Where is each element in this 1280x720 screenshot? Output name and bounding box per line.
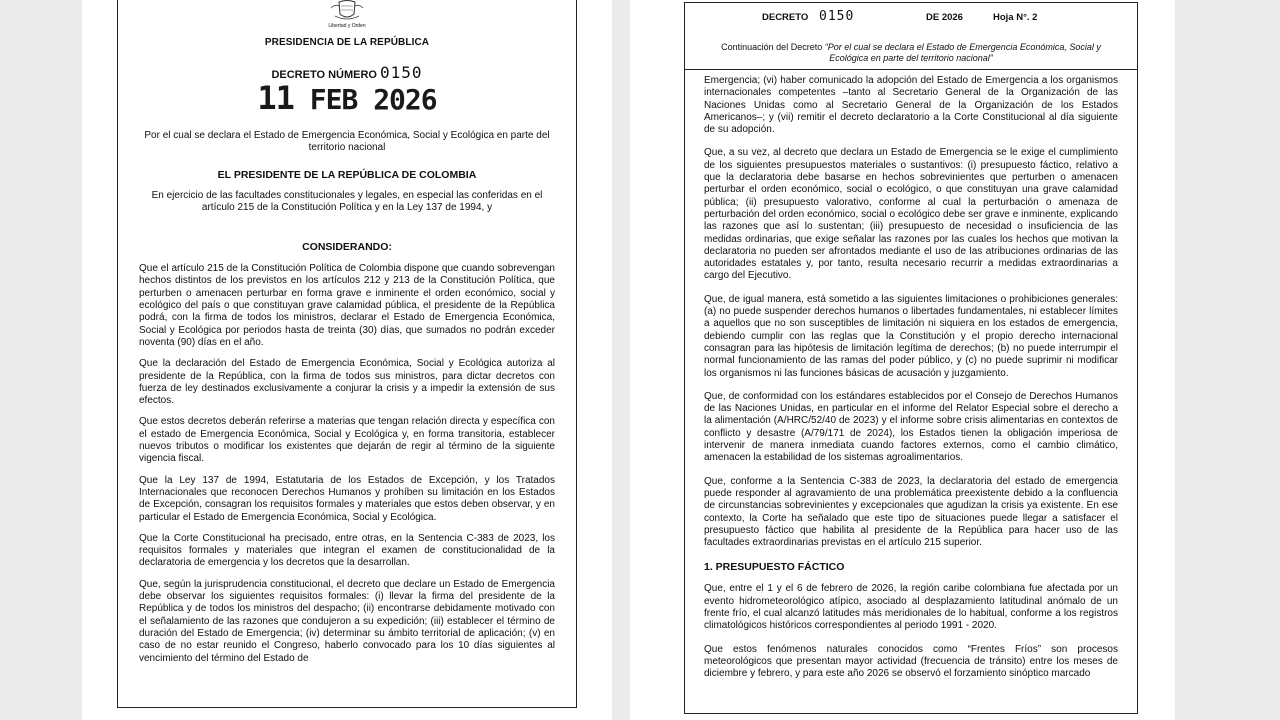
section-title: 1. PRESUPUESTO FÁCTICO (704, 561, 845, 574)
president-heading: EL PRESIDENTE DE LA REPÚBLICA DE COLOMBIA (217, 168, 477, 181)
considerando-paragraph: Que la Ley 137 de 1994, Estatutaria de los Estados de Excepción, y los Tratados Internacionales que reconocen Derechos Humanos y prohíben su limitación en los Estados de Excepción, consagran los requisitos formales y materiales que estos deben observar, y en particular el Estado de Emergencia Económica, Social y Ecológica. (139, 474, 555, 523)
decree-number-label: DECRETO NÚMERO (271, 69, 377, 81)
considerando-paragraph: Que el artículo 215 de la Constitución Política de Colombia dispone que cuando sobrevengan hechos distintos de los previstos en los artículos 212 y 213 de la Constitución Política, que perturben o amenacen perturbar en forma grave e inminente el orden económico, social y ecológico del país o que constituyan grave calamidad pública, el presidente de la República podrá, con la firma de todos los ministros, declarar el Estado de Emergencia Económica, Social y Ecológica por periodos hasta de treinta (30) días, que sumados no podrán exceder noventa (90) días en el año. (139, 263, 555, 348)
date-stamp-day: 11 (257, 79, 294, 117)
body-paragraph: Que, de conformidad con los estándares establecidos por el Consejo de Derechos Humanos de las Naciones Unidas, en particular en el informe del Relator Especial sobre el derecho a la alimentación (A/HRC/52/40 de 2023) y el informe sobre crisis alimentarias en contextos de conflicto y desastre (A/79/171 de 2024), los Estados tienen la obligación imperiosa de intervenir de manera inmediata cuando factores externos, como el cambio climático, amenacen la estabilidad de los sistemas agroalimentarios. (704, 390, 1118, 464)
considerando-paragraph: Que estos decretos deberán referirse a materias que tengan relación directa y específica con el estado de Emergencia Económica, Social y Ecológica y, en forma transitoria, establecer nuevos tributos o modificar los existentes que dejarán de regir al término de la siguiente vigencia fiscal. (139, 416, 555, 465)
header-divider (685, 69, 1137, 70)
considerando-paragraph: Que la Corte Constitucional ha precisado, entre otras, en la Sentencia C-383 de 2023, los requisitos formales y materiales que integran el examen de constitucionalidad de la declaratoria de emergencia y los decretos que la desarrollan. (139, 532, 555, 569)
decree-page-1 (117, 0, 577, 708)
body-paragraph: Que, conforme a la Sentencia C-383 de 2023, la declaratoria del estado de emergencia puede responder al agravamiento de una problemática preexistente debido a la confluencia de circunstancias sobrevinientes y excepcionales que agudizan la crisis ya existente. En ese contexto, la Corte ha señalado que este tipo de situaciones puede llegar a satisfacer el presupuesto fáctico que habilita al presidente de la República para hacer uso de las facultades extraordinarias previstas en el artículo 215 superior. (704, 475, 1118, 549)
decree-page-2 (684, 2, 1138, 714)
continuation-prefix: Continuación del Decreto (721, 42, 823, 52)
header-decreto-label: DECRETO (762, 12, 809, 23)
body-paragraph: Que estos fenómenos naturales conocidos como “Frentes Fríos” son procesos meteorológicos que presentan mayor actividad (frecuencia de tránsito) entre los meses de diciembre y febrero, y para este año 2026 se observó el forzamiento sinóptico marcado (704, 643, 1118, 680)
considerando-paragraph: Que, según la jurisprudencia constitucional, el decreto que declare un Estado de Emergencia debe observar los siguientes requisitos formales: (i) llevar la firma del presidente de la República y de todos los ministros del despacho; (ii) encontrarse debidamente motivado con el señalamiento de las razones que condujeron a su expedición; (iii) establecer el término de duración del Estado de Emergencia; (iv) determinar su ámbito territorial de aplicación; (v) en caso de no estar reunido el Congreso, haberlo convocado para los 10 días siguientes al vencimiento del término del Estado de (139, 578, 555, 664)
header-decree-number: 0150 (819, 9, 855, 24)
decree-subject: Por el cual se declara el Estado de Emergencia Económica, Social y Ecológica en parte del territorio nacional (144, 130, 550, 154)
seal-caption: Libertad y Orden (328, 23, 366, 29)
presidencia-heading: PRESIDENCIA DE LA REPÚBLICA (264, 37, 430, 48)
date-stamp (139, 79, 555, 117)
body-paragraph: Que, de igual manera, está sometido a las siguientes limitaciones o prohibiciones generales: (a) no puede suspender derechos humanos o libertades fundamentales, ni establecer límites a aquellos que no son susceptibles de limitación ni siquiera en los estados de emergencia, debiendo cumplir con las reglas que la Constitución y el propio derecho internacional consagran para las hipótesis de limitación legítima de derechos; (b) no puede interrumpir el normal funcionamiento de las ramas del poder público, y (c) no puede suprimir ni modificar los organismos ni las funciones básicas de acusación y juzgamiento. (704, 293, 1118, 379)
decree-number-line (139, 63, 555, 82)
header-page-number: Hoja N°. 2 (993, 12, 1038, 23)
decree-number: 0150 (380, 63, 423, 82)
continuation-subject: “Por el cual se declara el Estado de Emergencia Económica, Social y Ecológica en parte del territorio nacional” (824, 42, 1101, 63)
considerando-heading: CONSIDERANDO: (302, 241, 392, 254)
coat-of-arms-icon (317, 0, 377, 24)
continuation-heading (704, 42, 1118, 64)
header-year: DE 2026 (926, 12, 963, 23)
body-paragraph: Que, a su vez, al decreto que declara un Estado de Emergencia se le exige el cumplimiento de los siguientes presupuestos materiales o sustantivos: (i) presupuesto fáctico, relativo a que la declaratoria debe basarse en hechos sobrevinientes que perturben o amenacen perturbar el orden económico, social o ecológico, o que constituyan una grave calamidad pública; (ii) presupuesto valorativo, conforme al cual la perturbación o amenaza de perturbación del orden económico, social o ecológico debe ser grave e inminente, explicando las razones que así lo sustentan; (iii) presupuesto de necesidad o insuficiencia de las medidas ordinarias, que exige señalar las razones por las cuales los hechos que motivan la declaratoria no pueden ser afrontados mediante el uso de las atribuciones ordinarias de las autoridades estatales y, por tanto, resulta necesario recurrir a medidas extraordinarias a cargo del Ejecutivo. (704, 147, 1118, 282)
body-paragraph: Que, entre el 1 y el 6 de febrero de 2026, la región caribe colombiana fue afectada por un evento hidrometeorológico atípico, asociado al desplazamiento latitudinal anómalo de un frente frío, el cual alcanzó latitudes más meridionales de lo habitual, conforme a los registros climatológicos históricos correspondientes al periodo 1991 - 2020. (704, 583, 1118, 632)
page-header (704, 9, 1118, 32)
date-stamp-month-year: FEB 2026 (293, 83, 437, 116)
body-paragraph: Emergencia; (vi) haber comunicado la adopción del Estado de Emergencia a los organismos internacionales competentes –tanto al Secretario General de la Organización de las Naciones Unidas como al Secretario General de la Organización de los Estados Americanos–; y (vii) remitir el decreto declaratorio a la Corte Constitucional al día siguiente de su adopción. (704, 75, 1118, 136)
faculties-text: En ejercicio de las facultades constitucionales y legales, en especial las conferidas en el artículo 215 de la Constitución Política y en la Ley 137 de 1994, y (151, 189, 543, 213)
considerando-paragraph: Que la declaración del Estado de Emergencia Económica, Social y Ecológica autoriza al presidente de la República, con la firma de todos sus ministros, para dictar decretos con fuerza de ley destinados exclusivamente a conjurar la crisis y a impedir la extensión de sus efectos. (139, 358, 555, 407)
